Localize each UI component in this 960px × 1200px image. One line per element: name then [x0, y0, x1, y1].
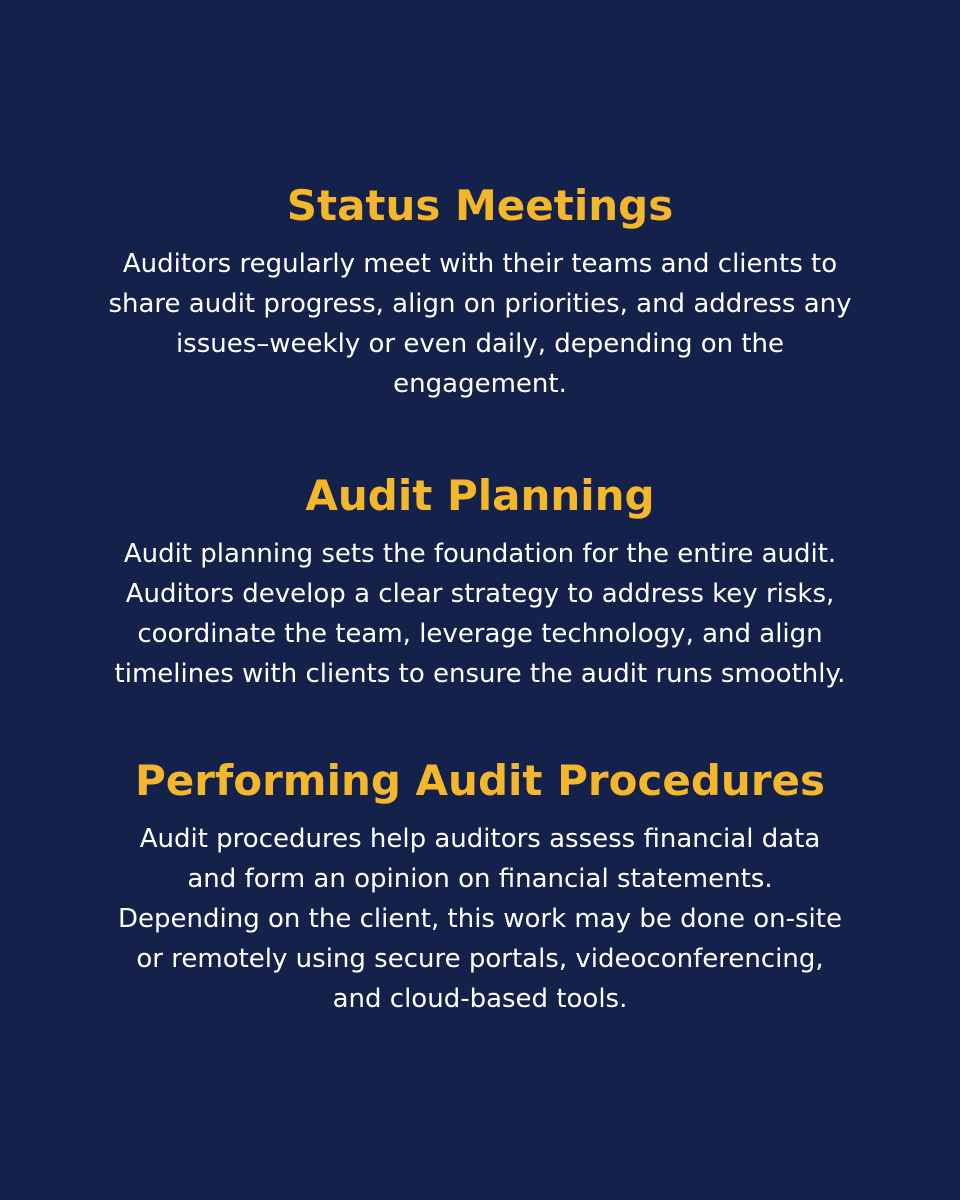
section-heading: Status Meetings — [286, 181, 674, 230]
section-heading: Performing Audit Procedures — [134, 756, 826, 805]
section-performing-audit-procedures — [80, 755, 880, 1019]
section-description: Audit procedures help auditors assess financial data and form an opinion on financial statements. Depending on the client, this work may be done on-site or remotely using secure portals, videoconferencing, and cloud-based tools. — [118, 824, 842, 1014]
section-status-meetings — [80, 180, 880, 404]
section-heading: Audit Planning — [305, 471, 655, 520]
section-audit-planning — [80, 470, 880, 694]
section-description: Audit planning sets the foundation for the entire audit. Auditors develop a clear strategy to address key risks, coordinate the team, leverage technology, and align timelines with clients to ensure the audit runs smoothly. — [114, 539, 846, 689]
section-description: Auditors regularly meet with their teams and clients to share audit progress, align on priorities, and address any issues–weekly or even daily, depending on the engagement. — [108, 249, 852, 399]
